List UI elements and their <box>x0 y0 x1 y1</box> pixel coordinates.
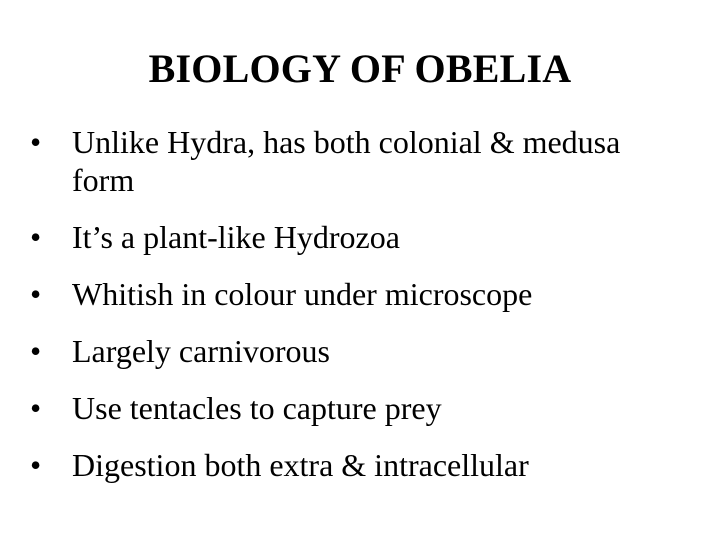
bullet-text: Unlike Hydra, has both colonial & medusa form <box>72 124 621 198</box>
bullet-item <box>28 218 678 256</box>
bullet-text: Digestion both extra & intracellular <box>72 447 529 483</box>
bullet-icon: • <box>30 333 42 369</box>
bullet-icon: • <box>30 124 42 160</box>
bullet-item <box>28 332 678 370</box>
bullet-icon: • <box>30 219 42 255</box>
bullet-list <box>28 123 678 484</box>
bullet-item <box>28 389 678 427</box>
bullet-item <box>28 446 678 484</box>
bullet-text: Whitish in colour under microscope <box>72 276 533 312</box>
bullet-icon: • <box>30 447 42 483</box>
bullet-icon: • <box>30 276 42 312</box>
bullet-icon: • <box>30 390 42 426</box>
bullet-text: Use tentacles to capture prey <box>72 390 442 426</box>
bullet-text: Largely carnivorous <box>72 333 330 369</box>
slide-title: BIOLOGY OF OBELIA <box>148 46 572 91</box>
bullet-text: It’s a plant-like Hydrozoa <box>72 219 400 255</box>
bullet-item <box>28 275 678 313</box>
bullet-item <box>28 123 678 199</box>
